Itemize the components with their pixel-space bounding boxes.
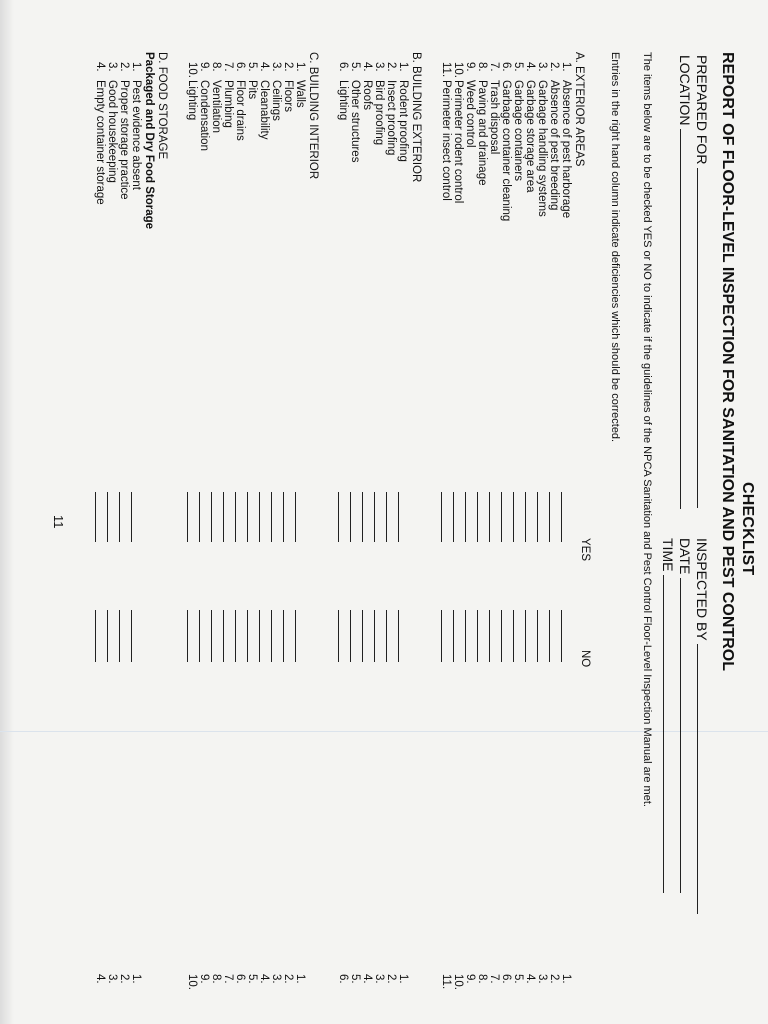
item-number: 5. [349, 62, 361, 72]
no-answer-line[interactable] [398, 610, 399, 662]
yes-answer-line[interactable] [501, 492, 502, 542]
deficiency-item-number: 10. [186, 974, 198, 990]
yes-answer-line[interactable] [561, 492, 562, 542]
date-field [677, 538, 693, 893]
deficiency-item-number: 5. [246, 974, 258, 984]
time-blank[interactable] [663, 575, 676, 893]
yes-answer-line[interactable] [283, 492, 284, 542]
deficiency-item-number: 4. [361, 974, 373, 984]
item-number: 11. [440, 62, 452, 78]
item-number: 2. [548, 62, 560, 72]
item-number: 3. [106, 62, 118, 72]
no-answer-line[interactable] [362, 610, 363, 662]
yes-answer-line[interactable] [95, 492, 96, 542]
deficiency-item-number: 6. [500, 974, 512, 984]
item-label: Rodent proofing [397, 80, 409, 162]
item-label: Good housekeeping [106, 80, 118, 183]
item-label: Empty container storage [94, 80, 106, 205]
yes-answer-line[interactable] [247, 492, 248, 542]
location-blank[interactable] [680, 129, 693, 509]
item-label: Trash disposal [488, 80, 500, 155]
item-number: 8. [476, 62, 488, 72]
deficiency-item-number: 1. [294, 974, 306, 984]
section-heading: D. FOOD STORAGE [156, 52, 168, 160]
prepared-for-blank[interactable] [697, 168, 710, 508]
no-answer-line[interactable] [259, 610, 260, 662]
yes-answer-line[interactable] [453, 492, 454, 542]
item-label: Condensation [198, 80, 210, 151]
yes-answer-line[interactable] [537, 492, 538, 542]
no-answer-line[interactable] [338, 610, 339, 662]
item-number: 3. [373, 62, 385, 72]
deficiency-item-number: 1. [560, 974, 572, 984]
item-label: Floor drains [234, 80, 246, 141]
item-number: 4. [361, 62, 373, 72]
item-number: 6. [500, 62, 512, 72]
item-label: Floors [282, 80, 294, 112]
no-answer-line[interactable] [283, 610, 284, 662]
deficiency-item-number: 3. [106, 974, 118, 984]
time-label: TIME [660, 538, 676, 572]
no-answer-line[interactable] [119, 610, 120, 662]
yes-answer-line[interactable] [441, 492, 442, 542]
deficiency-item-number: 4. [94, 974, 106, 984]
deficiency-item-number: 2. [118, 974, 130, 984]
item-label: Garbage storage area [524, 80, 536, 193]
date-blank[interactable] [680, 578, 693, 893]
item-label: Insect proofing [385, 80, 397, 156]
prepared-for-field [694, 55, 710, 508]
no-answer-line[interactable] [211, 610, 212, 662]
item-number: 2. [118, 62, 130, 72]
yes-answer-line[interactable] [374, 492, 375, 542]
item-label: Garbage containers [512, 80, 524, 182]
no-answer-line[interactable] [131, 610, 132, 662]
item-number: 2. [282, 62, 294, 72]
inspected-by-label: INSPECTED BY [694, 538, 710, 641]
location-label: LOCATION [677, 55, 693, 126]
deficiency-item-number: 3. [373, 974, 385, 984]
item-label: Walls [294, 80, 306, 108]
no-answer-line[interactable] [95, 610, 96, 662]
yes-column-header: YES [579, 538, 591, 562]
yes-answer-line[interactable] [489, 492, 490, 542]
item-number: 5. [512, 62, 524, 72]
no-answer-line[interactable] [501, 610, 502, 662]
inspected-by-blank[interactable] [697, 644, 710, 914]
item-label: Weed control [464, 80, 476, 148]
yes-answer-line[interactable] [271, 492, 272, 542]
item-number: 4. [524, 62, 536, 72]
item-number: 6. [234, 62, 246, 72]
intro-note: Entries in the right hand column indicate deficiencies which should be corrected. [609, 52, 621, 443]
deficiency-item-number: 3. [536, 974, 548, 984]
item-number: 1. [130, 62, 142, 72]
yes-answer-line[interactable] [386, 492, 387, 542]
no-answer-line[interactable] [537, 610, 538, 662]
item-label: Cleanability [258, 80, 270, 140]
no-answer-line[interactable] [187, 610, 188, 662]
yes-answer-line[interactable] [549, 492, 550, 542]
deficiency-item-number: 11. [440, 974, 452, 990]
deficiency-item-number: 10. [452, 974, 464, 990]
deficiency-item-number: 4. [524, 974, 536, 984]
yes-answer-line[interactable] [211, 492, 212, 542]
no-answer-line[interactable] [199, 610, 200, 662]
item-number: 3. [270, 62, 282, 72]
deficiency-item-number: 9. [464, 974, 476, 984]
yes-answer-line[interactable] [465, 492, 466, 542]
no-answer-line[interactable] [350, 610, 351, 662]
deficiency-item-number: 1. [130, 974, 142, 984]
item-number: 5. [246, 62, 258, 72]
yes-answer-line[interactable] [513, 492, 514, 542]
yes-answer-line[interactable] [525, 492, 526, 542]
page-number: 11 [51, 515, 66, 529]
item-number: 9. [198, 62, 210, 72]
no-answer-line[interactable] [374, 610, 375, 662]
no-column-header: NO [579, 650, 591, 668]
item-number: 1. [294, 62, 306, 72]
item-label: Roofs [361, 80, 373, 111]
item-label: Absence of pest breeding [548, 80, 560, 211]
yes-answer-line[interactable] [295, 492, 296, 542]
item-number: 4. [94, 62, 106, 72]
yes-answer-line[interactable] [259, 492, 260, 542]
item-label: Plumbing [222, 80, 234, 128]
no-answer-line[interactable] [561, 610, 562, 662]
item-label: Absence of pest harborage [560, 80, 572, 219]
deficiency-item-number: 3. [270, 974, 282, 984]
no-answer-line[interactable] [513, 610, 514, 662]
item-number: 1. [397, 62, 409, 72]
item-number: 7. [488, 62, 500, 72]
no-answer-line[interactable] [235, 610, 236, 662]
deficiency-item-number: 2. [548, 974, 560, 984]
no-answer-line[interactable] [489, 610, 490, 662]
no-answer-line[interactable] [525, 610, 526, 662]
item-label: Pits [246, 80, 258, 100]
yes-answer-line[interactable] [398, 492, 399, 542]
section-heading: C. BUILDING INTERIOR [307, 52, 319, 180]
deficiency-item-number: 7. [222, 974, 234, 984]
yes-answer-line[interactable] [107, 492, 108, 542]
yes-answer-line[interactable] [187, 492, 188, 542]
yes-answer-line[interactable] [223, 492, 224, 542]
deficiency-item-number: 8. [210, 974, 222, 984]
deficiency-item-number: 2. [282, 974, 294, 984]
item-label: Lighting [337, 80, 349, 121]
no-answer-line[interactable] [441, 610, 442, 662]
yes-answer-line[interactable] [235, 492, 236, 542]
item-label: Ceilings [270, 80, 282, 121]
item-number: 8. [210, 62, 222, 72]
yes-answer-line[interactable] [477, 492, 478, 542]
deficiency-item-number: 9. [198, 974, 210, 984]
deficiency-item-number: 2. [385, 974, 397, 984]
time-field [660, 538, 676, 893]
yes-answer-line[interactable] [119, 492, 120, 542]
deficiency-item-number: 6. [234, 974, 246, 984]
yes-answer-line[interactable] [131, 492, 132, 542]
item-label: Paving and drainage [476, 80, 488, 186]
item-number: 10. [186, 62, 198, 78]
item-label: Lighting [186, 80, 198, 121]
no-answer-line[interactable] [477, 610, 478, 662]
deficiency-item-number: 5. [349, 974, 361, 984]
item-label: Bird proofing [373, 80, 385, 146]
item-number: 9. [464, 62, 476, 72]
deficiency-item-number: 5. [512, 974, 524, 984]
no-answer-line[interactable] [271, 610, 272, 662]
prepared-for-label: PREPARED FOR [694, 55, 710, 165]
item-number: 6. [337, 62, 349, 72]
item-label: Ventilation [210, 80, 222, 134]
intro-paragraph: The items below are to be checked YES or NO to indicate if the guidelines of the NPCA Sanitation and Pest Control Floor-Level Inspection Manual are met. [641, 52, 653, 807]
no-answer-line[interactable] [247, 610, 248, 662]
item-label: Garbage handling systems [536, 80, 548, 217]
section-heading: B. BUILDING EXTERIOR [410, 52, 422, 183]
deficiency-item-number: 6. [337, 974, 349, 984]
item-number: 4. [258, 62, 270, 72]
item-label: Other structures [349, 80, 361, 163]
no-answer-line[interactable] [107, 610, 108, 662]
item-label: Proper storage practice [118, 80, 130, 200]
item-label: Pest evidence absent [130, 80, 142, 190]
no-answer-line[interactable] [386, 610, 387, 662]
deficiency-item-number: 1. [397, 974, 409, 984]
item-label: Perimeter insect control [440, 80, 452, 201]
no-answer-line[interactable] [465, 610, 466, 662]
yes-answer-line[interactable] [199, 492, 200, 542]
date-label: DATE [677, 538, 693, 575]
checklist-title: CHECKLIST [739, 482, 756, 576]
yes-answer-line[interactable] [362, 492, 363, 542]
yes-answer-line[interactable] [350, 492, 351, 542]
report-title: REPORT OF FLOOR-LEVEL INSPECTION FOR SANITATION AND PEST CONTROL [719, 52, 736, 671]
no-answer-line[interactable] [295, 610, 296, 662]
deficiency-item-number: 7. [488, 974, 500, 984]
deficiency-item-number: 8. [476, 974, 488, 984]
no-answer-line[interactable] [453, 610, 454, 662]
item-number: 3. [536, 62, 548, 72]
item-number: 2. [385, 62, 397, 72]
item-label: Garbage container cleaning [500, 80, 512, 222]
item-label: Perimeter rodent control [452, 80, 464, 204]
no-answer-line[interactable] [223, 610, 224, 662]
deficiency-item-number: 4. [258, 974, 270, 984]
inspected-by-field [694, 538, 710, 914]
item-number: 1. [560, 62, 572, 72]
location-field [677, 55, 693, 509]
section-subheading: Packaged and Dry Food Storage [143, 52, 155, 230]
section-heading: A. EXTERIOR AREAS [573, 52, 585, 167]
no-answer-line[interactable] [549, 610, 550, 662]
item-number: 7. [222, 62, 234, 72]
item-number: 10. [452, 62, 464, 78]
yes-answer-line[interactable] [338, 492, 339, 542]
